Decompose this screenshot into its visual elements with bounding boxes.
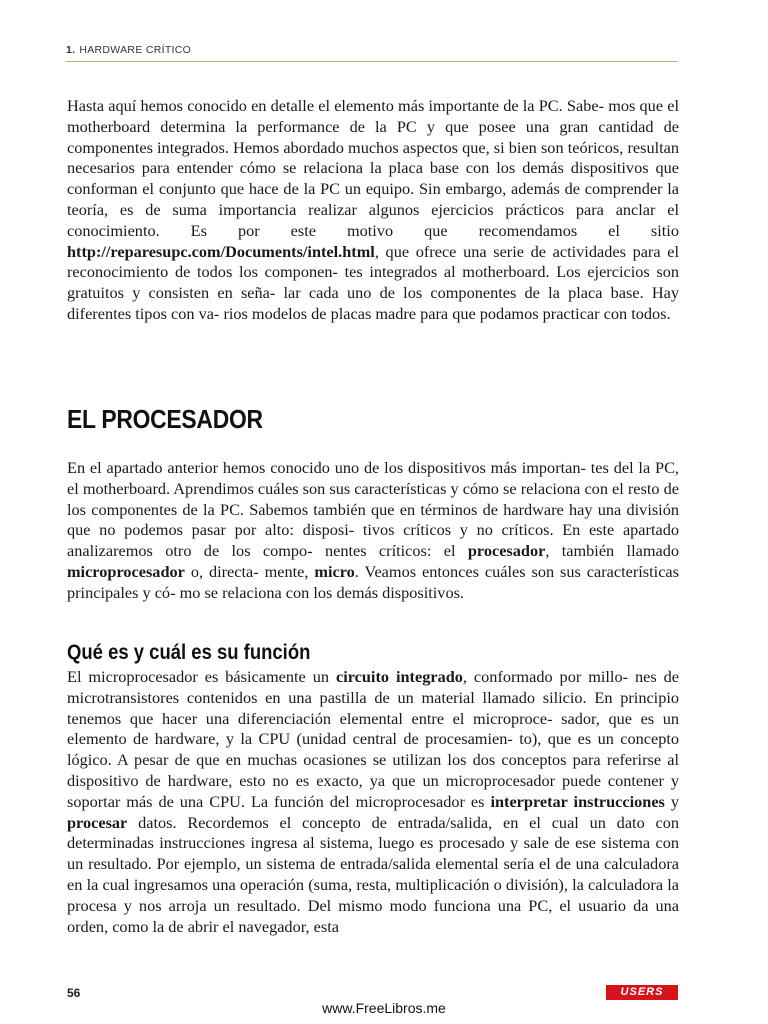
text-line: sador, que es un elemento de hardware, y la CPU (unidad central de procesamien- — [67, 708, 680, 749]
text-line: datos. — [138, 812, 177, 832]
text-line: nes de microtransistores contenidos en una pastilla de un material llamado silicio. — [67, 667, 680, 707]
text-line: funciona una PC, el usuario da una orden, como la de abrir el navegador, esta — [67, 895, 679, 936]
text-line: términos de hardware hay una división que no podemos pasar por alto: disposi- — [67, 499, 679, 540]
text-line: calculadora en la cual ingresamos una operación (suma, resta, multiplicación o — [67, 854, 679, 894]
text-line: división), la calculadora la procesa y nos arroja un resultado. Del mismo modo — [67, 874, 679, 915]
text-line: cantidad de componentes integrados. Hemos abordado muchos aspectos que, si bien — [67, 116, 679, 157]
term-microprocesador: microprocesador — [67, 561, 185, 581]
text-line: , también llamado — [545, 541, 679, 561]
chapter-number: 1. — [66, 44, 76, 56]
intro-paragraph — [67, 96, 679, 325]
term-circuito-integrado: circuito integrado — [335, 667, 463, 686]
term-procesar: procesar — [67, 812, 128, 832]
subsection-title: Qué es y cuál es su función — [67, 641, 311, 664]
text-line: to), que es un concepto lógico. A pesar de que en muchas ocasiones se utilizan los — [67, 729, 680, 770]
running-head — [66, 44, 678, 56]
text-line: se relaciona con el resto de los componentes de la PC. Sabemos también que en — [67, 478, 679, 519]
footer-url[interactable]: www.FreeLibros.me — [322, 1000, 446, 1016]
text-line: La función del microprocesador es — [250, 791, 485, 811]
text-line: , que — [374, 241, 410, 261]
text-line: ofrece una serie de actividades para el reconocimiento de todos los componen- — [67, 241, 679, 282]
text-line: Recordemos el concepto de entrada/salida, en el cual un dato con determinadas — [67, 812, 679, 853]
text-line: , conformado por millo- — [462, 667, 629, 686]
text-line: tivos críticos y no críticos. En este apartado analizaremos otro de los compo- — [67, 520, 679, 561]
page-number: 56 — [67, 986, 81, 1000]
text-line: Hasta aquí hemos conocido en detalle el elemento más importante de la PC. Sabe- — [67, 96, 604, 115]
text-line: son teóricos, resultan necesarios para entender cómo se relaciona la placa base con — [67, 137, 679, 178]
term-procesador: procesador — [467, 541, 546, 561]
subsection-paragraph — [67, 667, 679, 937]
text-line: nentes críticos: el — [324, 541, 456, 561]
term-micro: micro — [314, 561, 355, 581]
users-brand-logo: USERS — [606, 985, 678, 1000]
text-line: rios modelos de placas madre para que podamos practicar con todos. — [223, 303, 671, 323]
section-intro-paragraph — [67, 458, 679, 604]
text-line: En el apartado anterior hemos conocido uno de los dispositivos más importan- — [67, 458, 586, 477]
text-line: tes del la PC, el motherboard. Aprendimos cuáles son sus características y cómo — [67, 458, 680, 498]
text-line: mo se relaciona con los demás dispositivos. — [179, 582, 464, 602]
text-line: mente, — [264, 561, 309, 581]
text-line: instrucciones ingresa al sistema, luego es procesado y sale de ese sistema con un — [67, 833, 680, 874]
text-line: y — [670, 791, 679, 811]
text-line: Sin embargo, además de comprender la teoría, es de suma importancia realizar — [67, 179, 679, 219]
text-line: resultado. Por ejemplo, un sistema de entrada/salida elemental sería el de una — [88, 854, 600, 874]
site-url: http://reparesupc.com/Documents/intel.html — [67, 241, 375, 261]
header-rule — [66, 61, 678, 62]
chapter-title: HARDWARE CRÍTICO — [79, 44, 192, 56]
text-line: dos conceptos para referirse al dispositivo de hardware, esto no es exacto, ya que un — [67, 750, 679, 790]
text-line: algunos ejercicios prácticos para anclar el conocimiento. Es por este motivo que — [67, 199, 679, 240]
text-line: . Veamos entonces cuáles son sus características principales y có- — [67, 561, 679, 602]
text-line: mos que el motherboard determina la performance de la PC y que posee una gran — [67, 96, 679, 136]
text-line: recomendamos el sitio — [478, 220, 679, 240]
text-line: tes integrados al motherboard. Los ejercicios son gratuitos y consisten en seña- — [67, 262, 679, 303]
text-line: El microprocesador es básicamente un — [67, 667, 329, 686]
text-line: los demás dispositivos que conforman el conjunto que hace de la PC un equipo. — [67, 158, 679, 199]
text-line: En principio tenemos que hacer una diferenciación elemental entre el microproce- — [67, 687, 680, 728]
term-interpretar-instrucciones: interpretar instrucciones — [490, 791, 665, 811]
section-title: EL PROCESADOR — [67, 404, 263, 434]
text-line: o, directa- — [190, 561, 259, 581]
text-line: microprocesador puede contener y soportar más de una CPU. — [67, 770, 679, 811]
text-line: lar cada uno de los componentes de la placa base. Hay diferentes tipos con va- — [67, 283, 679, 323]
